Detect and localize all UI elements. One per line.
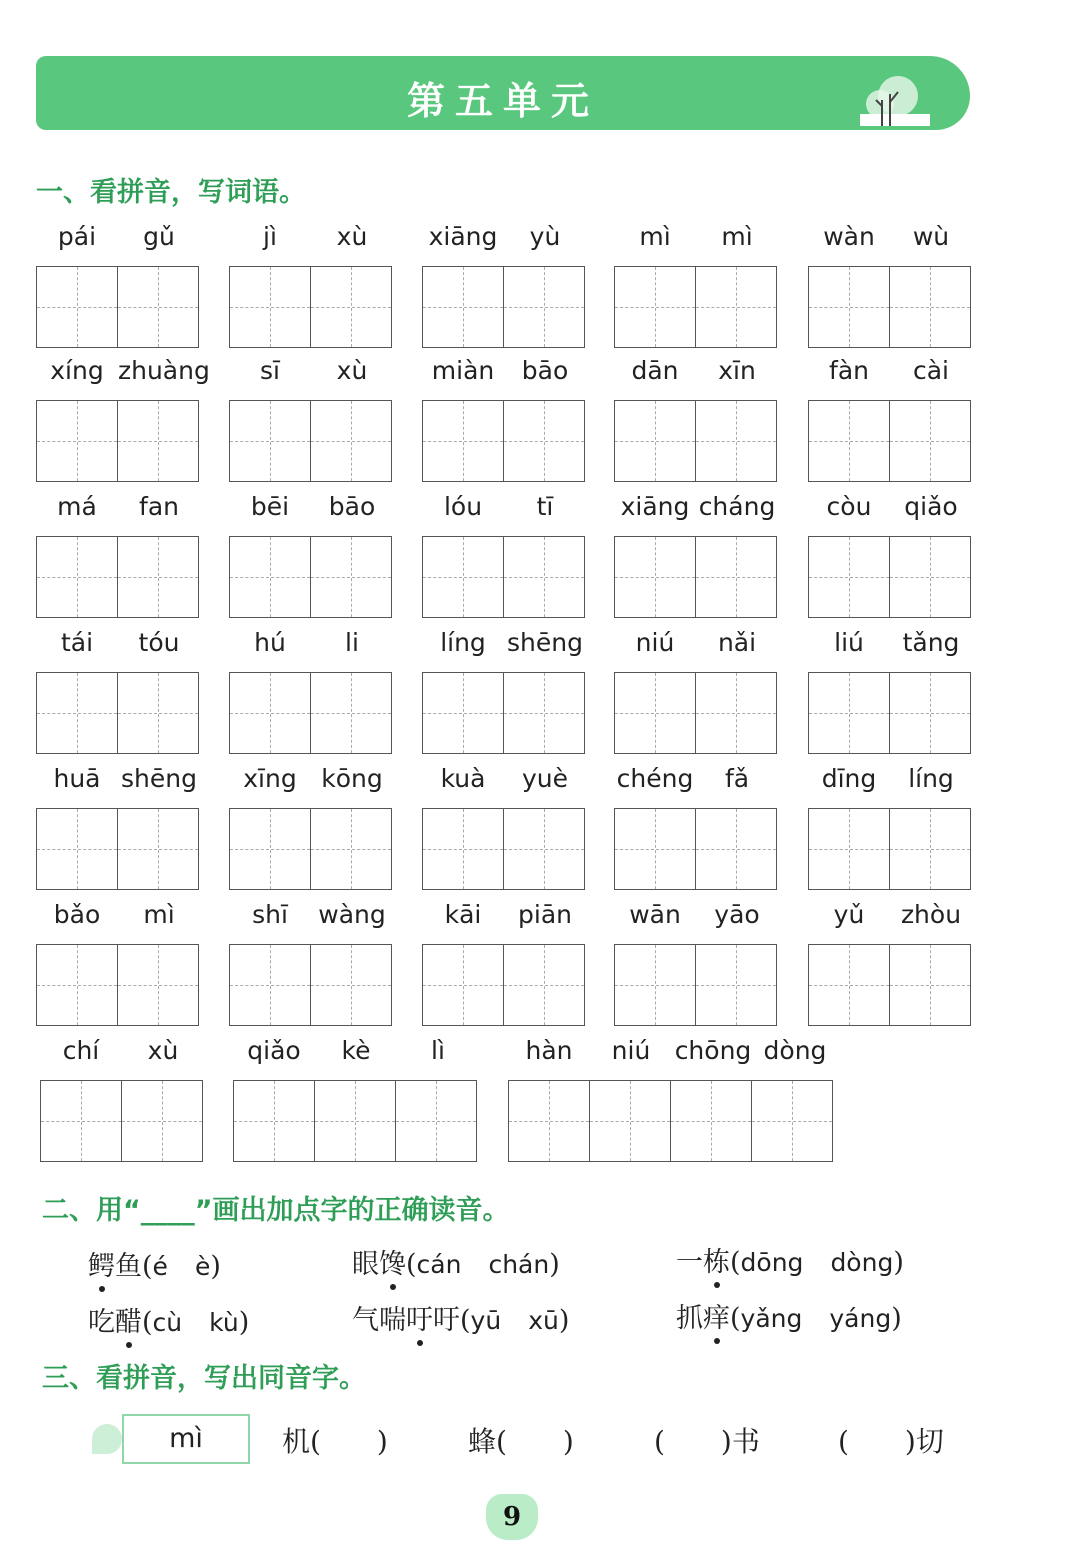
pinyin-row bbox=[229, 492, 393, 528]
pinyin-syllable: tǎng bbox=[902, 628, 960, 657]
writing-grid bbox=[229, 400, 392, 482]
writing-cell[interactable] bbox=[615, 945, 695, 1025]
writing-cell[interactable] bbox=[503, 537, 584, 617]
writing-cell[interactable] bbox=[423, 537, 503, 617]
pinyin-syllable: qiǎo bbox=[247, 1036, 301, 1065]
pinyin-row bbox=[229, 764, 393, 800]
pinyin-syllable: bēi bbox=[250, 492, 290, 521]
writing-cell[interactable] bbox=[117, 401, 198, 481]
pinyin-syllable: xù bbox=[336, 222, 368, 251]
pinyin-syllable: wù bbox=[912, 222, 950, 251]
pinyin-syllable: dān bbox=[631, 356, 679, 385]
writing-grid bbox=[229, 672, 392, 754]
pinyin-syllable: kuà bbox=[440, 764, 486, 793]
pinyin-syllable: wān bbox=[629, 900, 681, 929]
pinyin-syllable: shī bbox=[252, 900, 288, 929]
writing-grid bbox=[614, 672, 777, 754]
writing-cell[interactable] bbox=[809, 809, 889, 889]
dotted-char: 痒 bbox=[703, 1303, 730, 1334]
paren-open: ( bbox=[730, 1247, 741, 1278]
pinyin-syllable: dīng bbox=[821, 764, 877, 793]
pinyin-syllable: jì bbox=[263, 222, 277, 251]
unit-title: 第五单元 bbox=[406, 79, 599, 123]
writing-grid bbox=[40, 1080, 203, 1162]
pinyin-row bbox=[229, 900, 393, 936]
pinyin-syllable: yāo bbox=[714, 900, 760, 929]
writing-grid bbox=[808, 536, 971, 618]
pinyin-row bbox=[808, 492, 972, 528]
pinyin-syllable: yù bbox=[529, 222, 561, 251]
option-1[interactable]: yū bbox=[470, 1306, 502, 1335]
paren-open: ( bbox=[142, 1251, 153, 1282]
writing-grid bbox=[36, 672, 199, 754]
writing-cell[interactable] bbox=[809, 267, 889, 347]
paren-open: ( bbox=[406, 1249, 417, 1280]
writing-cell[interactable] bbox=[230, 401, 310, 481]
writing-cell[interactable] bbox=[117, 673, 198, 753]
pinyin-row bbox=[808, 222, 972, 258]
writing-cell[interactable] bbox=[423, 267, 503, 347]
reading-choice-item bbox=[88, 1300, 249, 1339]
option-2[interactable]: xū bbox=[528, 1306, 559, 1335]
word-prefix: 眼 bbox=[352, 1249, 379, 1280]
pinyin-syllable: xīng bbox=[243, 764, 297, 793]
page-number: 9 bbox=[486, 1494, 538, 1540]
writing-grid bbox=[422, 536, 585, 618]
option-2[interactable]: kù bbox=[209, 1308, 239, 1337]
writing-cell[interactable] bbox=[230, 537, 310, 617]
option-2[interactable]: chán bbox=[488, 1250, 550, 1279]
writing-cell[interactable] bbox=[37, 537, 117, 617]
pinyin-row bbox=[40, 1036, 204, 1072]
pinyin-syllable: xù bbox=[147, 1036, 179, 1065]
writing-cell[interactable] bbox=[503, 809, 584, 889]
pinyin-syllable: shēng bbox=[507, 628, 583, 657]
pinyin-syllable: yuè bbox=[521, 764, 569, 793]
paren-close: ) bbox=[549, 1249, 560, 1280]
writing-cell[interactable] bbox=[695, 267, 776, 347]
pinyin-row bbox=[36, 222, 200, 258]
dotted-char: 醋 bbox=[115, 1307, 142, 1338]
pinyin-syllable: lóu bbox=[443, 492, 483, 521]
option-1[interactable]: cán bbox=[416, 1250, 462, 1279]
writing-cell[interactable] bbox=[695, 537, 776, 617]
writing-cell[interactable] bbox=[751, 1081, 832, 1161]
pinyin-row bbox=[422, 492, 586, 528]
pinyin-row bbox=[233, 1036, 479, 1072]
writing-cell[interactable] bbox=[615, 401, 695, 481]
pinyin-syllable: sī bbox=[260, 356, 280, 385]
pinyin-syllable: zhuàng bbox=[118, 356, 210, 385]
pinyin-syllable: líng bbox=[908, 764, 954, 793]
writing-grid bbox=[229, 808, 392, 890]
paren-close: ) bbox=[558, 1305, 570, 1336]
writing-cell[interactable] bbox=[615, 673, 695, 753]
writing-grid bbox=[233, 1080, 477, 1162]
pinyin-row bbox=[229, 222, 393, 258]
writing-cell[interactable] bbox=[503, 673, 584, 753]
writing-cell[interactable] bbox=[889, 809, 970, 889]
writing-grid bbox=[36, 536, 199, 618]
writing-cell[interactable] bbox=[509, 1081, 589, 1161]
writing-cell[interactable] bbox=[234, 1081, 314, 1161]
writing-grid bbox=[614, 400, 777, 482]
pinyin-syllable: nǎi bbox=[717, 628, 757, 657]
pinyin-syllable: mì bbox=[143, 900, 175, 929]
word-prefix: 一 bbox=[676, 1247, 703, 1278]
leaf-icon bbox=[92, 1424, 122, 1454]
writing-grid bbox=[422, 944, 585, 1026]
pinyin-syllable: bāo bbox=[328, 492, 376, 521]
option-1[interactable]: dōng bbox=[740, 1248, 804, 1277]
pinyin-row bbox=[614, 628, 778, 664]
writing-cell[interactable] bbox=[310, 673, 391, 753]
writing-cell[interactable] bbox=[423, 809, 503, 889]
pinyin-row bbox=[36, 356, 210, 392]
reading-choice-item bbox=[676, 1240, 904, 1279]
writing-cell[interactable] bbox=[310, 537, 391, 617]
pinyin-row bbox=[229, 356, 393, 392]
writing-cell[interactable] bbox=[889, 537, 970, 617]
writing-cell[interactable] bbox=[695, 945, 776, 1025]
pinyin-row bbox=[614, 764, 778, 800]
word-prefix: 气喘 bbox=[352, 1305, 406, 1336]
pinyin-syllable: xīn bbox=[718, 356, 756, 385]
reading-choice-item bbox=[676, 1296, 902, 1335]
pinyin-syllable: mì bbox=[721, 222, 753, 251]
pinyin-syllable: fan bbox=[139, 492, 179, 521]
pinyin-syllable: cháng bbox=[698, 492, 776, 521]
option-1[interactable]: yǎng bbox=[740, 1304, 803, 1333]
option-2[interactable]: yáng bbox=[829, 1304, 892, 1333]
pinyin-row bbox=[36, 900, 200, 936]
pinyin-row bbox=[508, 1036, 836, 1072]
pinyin-syllable: niú bbox=[611, 1036, 651, 1065]
writing-grid bbox=[614, 808, 777, 890]
pinyin-row bbox=[422, 900, 586, 936]
writing-cell[interactable] bbox=[230, 809, 310, 889]
writing-grid bbox=[229, 266, 392, 348]
writing-cell[interactable] bbox=[503, 401, 584, 481]
writing-grid bbox=[614, 266, 777, 348]
writing-cell[interactable] bbox=[117, 537, 198, 617]
writing-grid bbox=[808, 672, 971, 754]
homophone-blank[interactable]: ( )切 bbox=[838, 1425, 944, 1458]
pinyin-syllable: xiāng bbox=[428, 222, 498, 251]
writing-cell[interactable] bbox=[37, 267, 117, 347]
pinyin-syllable: chí bbox=[62, 1036, 100, 1065]
pinyin-syllable: gǔ bbox=[143, 222, 175, 251]
pinyin-syllable: bāo bbox=[521, 356, 569, 385]
option-gap bbox=[501, 1305, 528, 1336]
paren-open: ( bbox=[142, 1307, 153, 1338]
pinyin-syllable: xíng bbox=[50, 356, 104, 385]
section3-title: 三、看拼音，写出同音字。 bbox=[42, 1363, 366, 1394]
writing-cell[interactable] bbox=[503, 267, 584, 347]
writing-cell[interactable] bbox=[310, 945, 391, 1025]
dotted-char: 鳄 bbox=[88, 1251, 115, 1282]
pinyin-syllable: còu bbox=[826, 492, 872, 521]
pinyin-syllable: cài bbox=[912, 356, 949, 385]
writing-grid bbox=[36, 400, 199, 482]
paren-close: ) bbox=[893, 1247, 904, 1278]
pinyin-syllable: qiǎo bbox=[904, 492, 958, 521]
writing-grid bbox=[808, 266, 971, 348]
pinyin-syllable: wàn bbox=[823, 222, 875, 251]
writing-cell[interactable] bbox=[809, 401, 889, 481]
writing-cell[interactable] bbox=[37, 809, 117, 889]
writing-cell[interactable] bbox=[41, 1081, 121, 1161]
pinyin-syllable: mì bbox=[639, 222, 671, 251]
pinyin-syllable: fàn bbox=[829, 356, 869, 385]
writing-grid bbox=[229, 536, 392, 618]
pinyin-syllable: chōng bbox=[674, 1036, 752, 1065]
writing-cell[interactable] bbox=[615, 267, 695, 347]
pinyin-row bbox=[614, 222, 778, 258]
writing-cell[interactable] bbox=[117, 267, 198, 347]
writing-grid bbox=[614, 536, 777, 618]
pinyin-syllable: li bbox=[345, 628, 359, 657]
writing-cell[interactable] bbox=[37, 401, 117, 481]
writing-cell[interactable] bbox=[230, 673, 310, 753]
pinyin-syllable: xù bbox=[336, 356, 368, 385]
pinyin-syllable: shēng bbox=[121, 764, 197, 793]
dotted-char: 馋 bbox=[379, 1249, 406, 1280]
pinyin-syllable: kāi bbox=[444, 900, 482, 929]
writing-cell[interactable] bbox=[615, 809, 695, 889]
pinyin-box: mì bbox=[122, 1414, 250, 1464]
pinyin-row bbox=[422, 764, 586, 800]
paren-open: ( bbox=[730, 1303, 741, 1334]
pinyin-syllable: líng bbox=[440, 628, 486, 657]
writing-cell[interactable] bbox=[889, 945, 970, 1025]
writing-grid bbox=[229, 944, 392, 1026]
option-gap bbox=[182, 1307, 209, 1338]
writing-grid bbox=[508, 1080, 833, 1162]
pinyin-syllable: piān bbox=[518, 900, 572, 929]
pinyin-row bbox=[422, 356, 586, 392]
pinyin-row bbox=[422, 628, 586, 664]
word-suffix: 鱼 bbox=[115, 1251, 142, 1282]
pinyin-syllable: bǎo bbox=[53, 900, 101, 929]
pinyin-row bbox=[808, 356, 972, 392]
option-1[interactable]: cù bbox=[152, 1308, 183, 1337]
writing-cell[interactable] bbox=[423, 673, 503, 753]
writing-cell[interactable] bbox=[117, 809, 198, 889]
pinyin-row bbox=[808, 628, 972, 664]
word-suffix: 吁 bbox=[433, 1305, 460, 1336]
writing-cell[interactable] bbox=[117, 945, 198, 1025]
writing-cell[interactable] bbox=[230, 945, 310, 1025]
writing-cell[interactable] bbox=[695, 673, 776, 753]
option-gap bbox=[461, 1249, 488, 1280]
writing-cell[interactable] bbox=[589, 1081, 670, 1161]
reading-choice-item bbox=[88, 1244, 221, 1283]
paren-close: ) bbox=[210, 1251, 221, 1282]
pinyin-syllable: zhòu bbox=[900, 900, 962, 929]
pinyin-syllable: miàn bbox=[431, 356, 495, 385]
writing-cell[interactable] bbox=[889, 267, 970, 347]
pinyin-syllable: niú bbox=[635, 628, 675, 657]
pinyin-syllable: xiāng bbox=[620, 492, 690, 521]
writing-grid bbox=[808, 944, 971, 1026]
reading-choice-item bbox=[352, 1242, 560, 1281]
homophone-blank[interactable]: ( )书 bbox=[654, 1425, 760, 1458]
pinyin-syllable: pái bbox=[57, 222, 97, 251]
writing-cell[interactable] bbox=[310, 809, 391, 889]
pinyin-syllable: hàn bbox=[525, 1036, 573, 1065]
pinyin-syllable: yǔ bbox=[833, 900, 865, 929]
pinyin-syllable: hú bbox=[254, 628, 286, 657]
writing-cell[interactable] bbox=[423, 945, 503, 1025]
pinyin-row bbox=[422, 222, 586, 258]
unit-banner bbox=[36, 56, 970, 130]
pinyin-row bbox=[808, 764, 972, 800]
writing-cell[interactable] bbox=[395, 1081, 476, 1161]
writing-grid bbox=[422, 400, 585, 482]
section1-title: 一、看拼音，写词语。 bbox=[36, 177, 306, 208]
section2-title: 二、用“____”画出加点字的正确读音。 bbox=[42, 1195, 510, 1226]
paren-open: ( bbox=[460, 1305, 471, 1336]
option-1[interactable]: é bbox=[152, 1252, 168, 1281]
writing-cell[interactable] bbox=[37, 945, 117, 1025]
writing-cell[interactable] bbox=[695, 401, 776, 481]
writing-cell[interactable] bbox=[615, 537, 695, 617]
homophone-blank[interactable]: 蜂( ) bbox=[468, 1425, 574, 1458]
pinyin-syllable: fǎ bbox=[724, 764, 750, 793]
writing-cell[interactable] bbox=[809, 945, 889, 1025]
pinyin-syllable: lì bbox=[431, 1036, 445, 1065]
option-2[interactable]: dòng bbox=[830, 1248, 894, 1277]
pinyin-syllable: dòng bbox=[763, 1036, 827, 1065]
paren-close: ) bbox=[891, 1303, 902, 1334]
pinyin-syllable: chéng bbox=[616, 764, 694, 793]
writing-grid bbox=[36, 944, 199, 1026]
writing-grid bbox=[36, 266, 199, 348]
pinyin-row bbox=[808, 900, 972, 936]
writing-cell[interactable] bbox=[121, 1081, 202, 1161]
pinyin-syllable: liú bbox=[834, 628, 864, 657]
pinyin-syllable: huā bbox=[53, 764, 101, 793]
writing-cell[interactable] bbox=[314, 1081, 395, 1161]
writing-grid bbox=[422, 266, 585, 348]
writing-grid bbox=[808, 400, 971, 482]
pinyin-row bbox=[614, 900, 778, 936]
writing-cell[interactable] bbox=[889, 673, 970, 753]
pinyin-syllable: tī bbox=[536, 492, 554, 521]
tree-icon bbox=[860, 70, 930, 126]
paren-close: ) bbox=[238, 1307, 250, 1338]
writing-grid bbox=[422, 672, 585, 754]
writing-cell[interactable] bbox=[503, 945, 584, 1025]
pinyin-syllable: wàng bbox=[318, 900, 386, 929]
pinyin-row bbox=[36, 628, 200, 664]
dotted-char: 栋 bbox=[703, 1247, 730, 1278]
word-prefix: 抓 bbox=[676, 1303, 703, 1334]
option-2[interactable]: è bbox=[194, 1252, 211, 1281]
reading-choice-item bbox=[352, 1298, 569, 1337]
pinyin-row bbox=[36, 764, 200, 800]
homophone-blank[interactable]: 机( ) bbox=[282, 1425, 388, 1458]
pinyin-syllable: tái bbox=[60, 628, 94, 657]
writing-grid bbox=[614, 944, 777, 1026]
writing-cell[interactable] bbox=[695, 809, 776, 889]
writing-cell[interactable] bbox=[423, 401, 503, 481]
pinyin-row bbox=[614, 356, 778, 392]
writing-grid bbox=[422, 808, 585, 890]
pinyin-row bbox=[36, 492, 200, 528]
word-prefix: 吃 bbox=[88, 1307, 115, 1338]
pinyin-row bbox=[614, 492, 778, 528]
option-gap bbox=[168, 1251, 195, 1282]
dotted-char: 吁 bbox=[406, 1305, 433, 1336]
pinyin-syllable: kōng bbox=[321, 764, 383, 793]
writing-cell[interactable] bbox=[809, 537, 889, 617]
option-gap bbox=[803, 1247, 830, 1278]
writing-cell[interactable] bbox=[889, 401, 970, 481]
writing-grid bbox=[808, 808, 971, 890]
writing-grid bbox=[36, 808, 199, 890]
pinyin-syllable: tóu bbox=[138, 628, 180, 657]
writing-cell[interactable] bbox=[670, 1081, 751, 1161]
writing-cell[interactable] bbox=[37, 673, 117, 753]
writing-cell[interactable] bbox=[310, 401, 391, 481]
option-gap bbox=[802, 1303, 829, 1334]
writing-cell[interactable] bbox=[230, 267, 310, 347]
pinyin-row bbox=[229, 628, 393, 664]
writing-cell[interactable] bbox=[809, 673, 889, 753]
pinyin-syllable: kè bbox=[341, 1036, 371, 1065]
pinyin-syllable: má bbox=[57, 492, 97, 521]
writing-cell[interactable] bbox=[310, 267, 391, 347]
